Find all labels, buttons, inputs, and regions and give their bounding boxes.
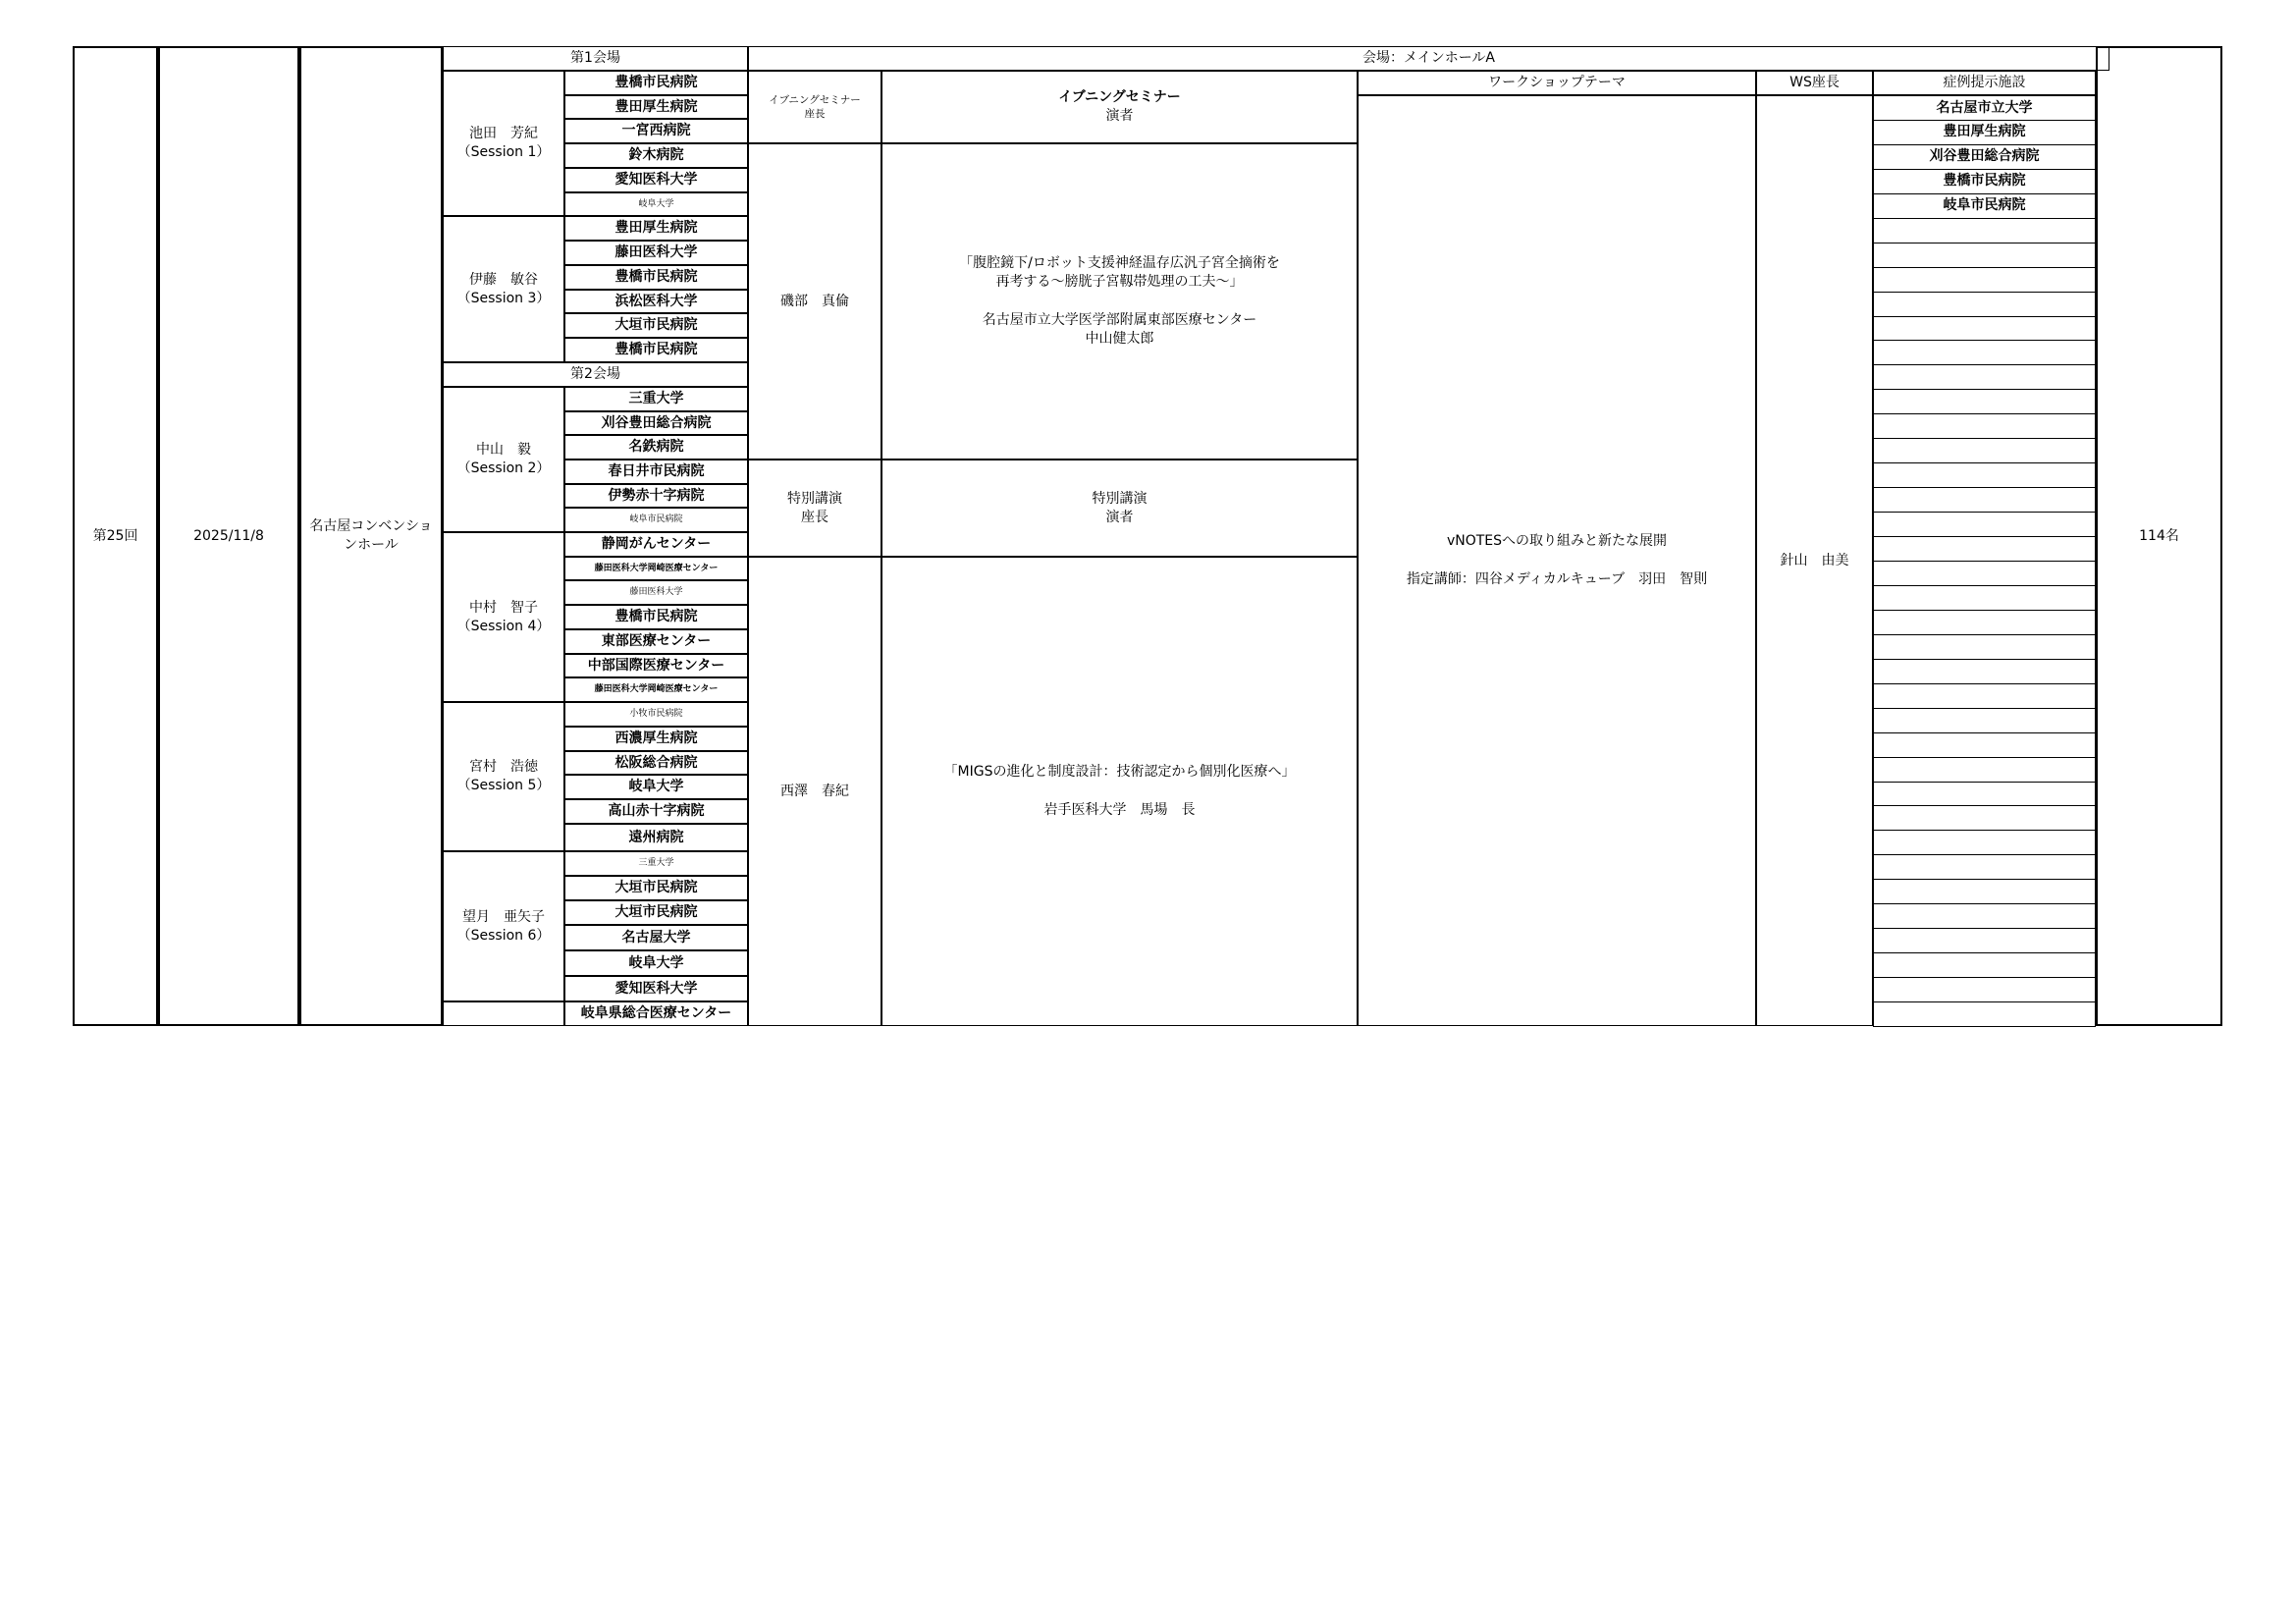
hospital-cell: 中部国際医療センター — [564, 654, 748, 677]
workshop-theme — [1358, 95, 1756, 1026]
lecture-title-line: 再考する～膀胱子宮靱帯処理の工夫～」 — [995, 274, 1244, 291]
case-facility-cell — [1873, 732, 2096, 758]
hospital-cell: 岐阜大学 — [564, 775, 748, 799]
hospital-cell: 西濃厚生病院 — [564, 727, 748, 751]
session-chair-1 — [443, 71, 564, 216]
schedule-table — [73, 46, 2222, 1026]
chair-name: 望月 亜矢子 — [462, 908, 545, 925]
instructor: 指定講師：四谷メディカルキューブ 羽田 智則 — [1406, 571, 1708, 587]
special-speaker-header — [881, 460, 1358, 557]
hospital-cell: 春日井市民病院 — [564, 460, 748, 484]
case-facility-cell — [1873, 585, 2096, 611]
main-hall-header: 会場：メインホールA — [748, 46, 2109, 71]
evening-lecture — [881, 143, 1358, 460]
case-facility-cell — [1873, 610, 2096, 635]
case-facility-cell — [1873, 389, 2096, 414]
header-line: 座長 — [804, 108, 826, 120]
case-facility-cell: 名古屋市立大学 — [1873, 95, 2096, 121]
edition-cell: 第25回 — [73, 46, 158, 1026]
session-chair-5 — [443, 702, 564, 851]
case-facility-cell — [1873, 1001, 2096, 1027]
hospital-cell: 藤田医科大学岡崎医療センター — [564, 557, 748, 580]
hospital-cell: 愛知医科大学 — [564, 976, 748, 1001]
evening-speaker-header — [881, 71, 1358, 143]
session-chair-blank — [443, 1001, 564, 1026]
header-line: 座長 — [801, 509, 828, 525]
hospital-cell: 遠州病院 — [564, 824, 748, 851]
case-facility-cell — [1873, 413, 2096, 439]
hospital-cell: 岐阜大学 — [564, 192, 748, 216]
case-facility-cell — [1873, 364, 2096, 390]
chair-name: 伊藤 敏谷 — [469, 271, 538, 288]
hospital-cell: 松阪総合病院 — [564, 751, 748, 775]
case-facility-cell — [1873, 977, 2096, 1002]
hospital-cell: 大垣市民病院 — [564, 900, 748, 925]
hospital-cell: 岐阜県総合医療センター — [564, 1001, 748, 1026]
hospital-cell: 小牧市民病院 — [564, 702, 748, 727]
hospital-cell: 豊橋市民病院 — [564, 265, 748, 290]
case-facility-cell: 豊田厚生病院 — [1873, 120, 2096, 145]
hospital-cell: 藤田医科大学 — [564, 241, 748, 265]
chair-name: 宮村 浩徳 — [469, 759, 538, 776]
chair-name: 中村 智子 — [469, 599, 538, 616]
session-label: （Session 2） — [456, 460, 551, 476]
case-facility-cell — [1873, 830, 2096, 855]
session-label: （Session 6） — [456, 927, 551, 944]
evening-chair-header — [748, 71, 881, 143]
special-chair: 西澤 春紀 — [748, 557, 881, 1026]
case-facility-cell — [1873, 634, 2096, 660]
session-label: （Session 4） — [456, 618, 551, 634]
chair-name: 中山 毅 — [476, 442, 531, 459]
case-facility-cell: 岐阜市民病院 — [1873, 193, 2096, 219]
ws-chair-header: WS座長 — [1756, 71, 1873, 95]
hospital-cell: 静岡がんセンター — [564, 532, 748, 557]
case-facility-cell — [1873, 659, 2096, 684]
lecture-title-line: 「腹腔鏡下/ロボット支援神経温存広汎子宮全摘術を — [959, 255, 1280, 272]
session-label: （Session 3） — [456, 290, 551, 306]
hospital-cell: 伊勢赤十字病院 — [564, 484, 748, 508]
session-chair-3 — [443, 216, 564, 362]
case-facility-cell — [1873, 536, 2096, 562]
hospital-cell: 三重大学 — [564, 851, 748, 876]
hospital-cell: 高山赤十字病院 — [564, 799, 748, 824]
case-facility-cell — [1873, 462, 2096, 488]
session-chair-6 — [443, 851, 564, 1001]
hospital-cell: 愛知医科大学 — [564, 168, 748, 192]
header-line: イブニングセミナー — [1058, 89, 1181, 106]
case-facility-cell — [1873, 903, 2096, 929]
hospital-cell: 藤田医科大学 — [564, 580, 748, 605]
case-facility-cell: 刈谷豊田総合病院 — [1873, 144, 2096, 170]
room2-header: 第2会場 — [443, 362, 748, 387]
hospital-cell: 鈴木病院 — [564, 143, 748, 168]
case-facility-cell — [1873, 805, 2096, 831]
case-facility-cell — [1873, 292, 2096, 317]
hospital-cell: 豊田厚生病院 — [564, 95, 748, 119]
speaker-affiliation: 名古屋市立大学医学部附属東部医療センター — [982, 312, 1257, 328]
speaker-name: 岩手医科大学 馬場 長 — [1043, 802, 1196, 818]
special-lecture — [881, 557, 1358, 1026]
hospital-cell: 岐阜大学 — [564, 950, 748, 976]
case-facility-cell: 豊橋市民病院 — [1873, 169, 2096, 194]
header-line: 特別講演 — [1092, 490, 1148, 507]
special-chair-header — [748, 460, 881, 557]
case-facility-cell — [1873, 683, 2096, 709]
case-facility-cell — [1873, 879, 2096, 904]
case-facility-cell — [1873, 487, 2096, 513]
hospital-cell: 名古屋大学 — [564, 925, 748, 950]
case-facility-cell — [1873, 438, 2096, 463]
case-facilities-header: 症例提示施設 — [1873, 71, 2096, 95]
case-facility-cell — [1873, 316, 2096, 342]
date-cell: 2025/11/8 — [158, 46, 299, 1026]
hospital-cell: 名鉄病院 — [564, 435, 748, 460]
session-label: （Session 5） — [456, 778, 551, 793]
theme-title: vNOTESへの取り組みと新たな展開 — [1446, 533, 1668, 550]
session-chair-4 — [443, 532, 564, 702]
session-label: （Session 1） — [456, 144, 551, 160]
evening-chair: 磯部 真倫 — [748, 143, 881, 460]
hospital-cell: 大垣市民病院 — [564, 313, 748, 338]
case-facility-cell — [1873, 340, 2096, 365]
attendance-cell: 114名 — [2096, 46, 2222, 1026]
case-facility-cell — [1873, 757, 2096, 783]
case-facility-cell — [1873, 708, 2096, 733]
hospital-cell: 岐阜市民病院 — [564, 508, 748, 532]
case-facility-cell — [1873, 267, 2096, 293]
hospital-cell: 豊田厚生病院 — [564, 216, 748, 241]
header-line: 演者 — [1105, 509, 1134, 525]
hospital-cell: 大垣市民病院 — [564, 876, 748, 900]
case-facility-cell — [1873, 782, 2096, 807]
case-facility-cell — [1873, 952, 2096, 978]
hospital-cell: 豊橋市民病院 — [564, 338, 748, 362]
header-line: 演者 — [1105, 108, 1134, 124]
chair-name: 池田 芳紀 — [469, 126, 538, 142]
hospital-cell: 豊橋市民病院 — [564, 71, 748, 95]
lecture-title: 「MIGSの進化と制度設計：技術認定から個別化医療へ」 — [943, 764, 1296, 781]
room1-header: 第1会場 — [443, 46, 748, 71]
case-facility-cell — [1873, 218, 2096, 243]
case-facility-cell — [1873, 928, 2096, 953]
hospital-cell: 東部医療センター — [564, 629, 748, 654]
hospital-cell: 浜松医科大学 — [564, 290, 748, 313]
header-line: イブニングセミナー — [769, 93, 861, 106]
case-facility-cell — [1873, 561, 2096, 586]
hospital-cell: 一宮西病院 — [564, 119, 748, 143]
venue-cell: 名古屋コンベンションホール — [299, 46, 443, 1026]
workshop-theme-header: ワークショップテーマ — [1358, 71, 1756, 95]
case-facility-cell — [1873, 512, 2096, 537]
case-facility-cell — [1873, 854, 2096, 880]
speaker-name: 中山健太郎 — [1085, 330, 1154, 347]
case-facility-cell — [1873, 243, 2096, 268]
hospital-cell: 刈谷豊田総合病院 — [564, 411, 748, 435]
ws-chair: 針山 由美 — [1756, 95, 1873, 1026]
session-chair-2 — [443, 387, 564, 532]
hospital-cell: 豊橋市民病院 — [564, 605, 748, 629]
hospital-cell: 三重大学 — [564, 387, 748, 411]
hospital-cell: 藤田医科大学岡崎医療センター — [564, 677, 748, 702]
header-line: 特別講演 — [787, 490, 842, 507]
